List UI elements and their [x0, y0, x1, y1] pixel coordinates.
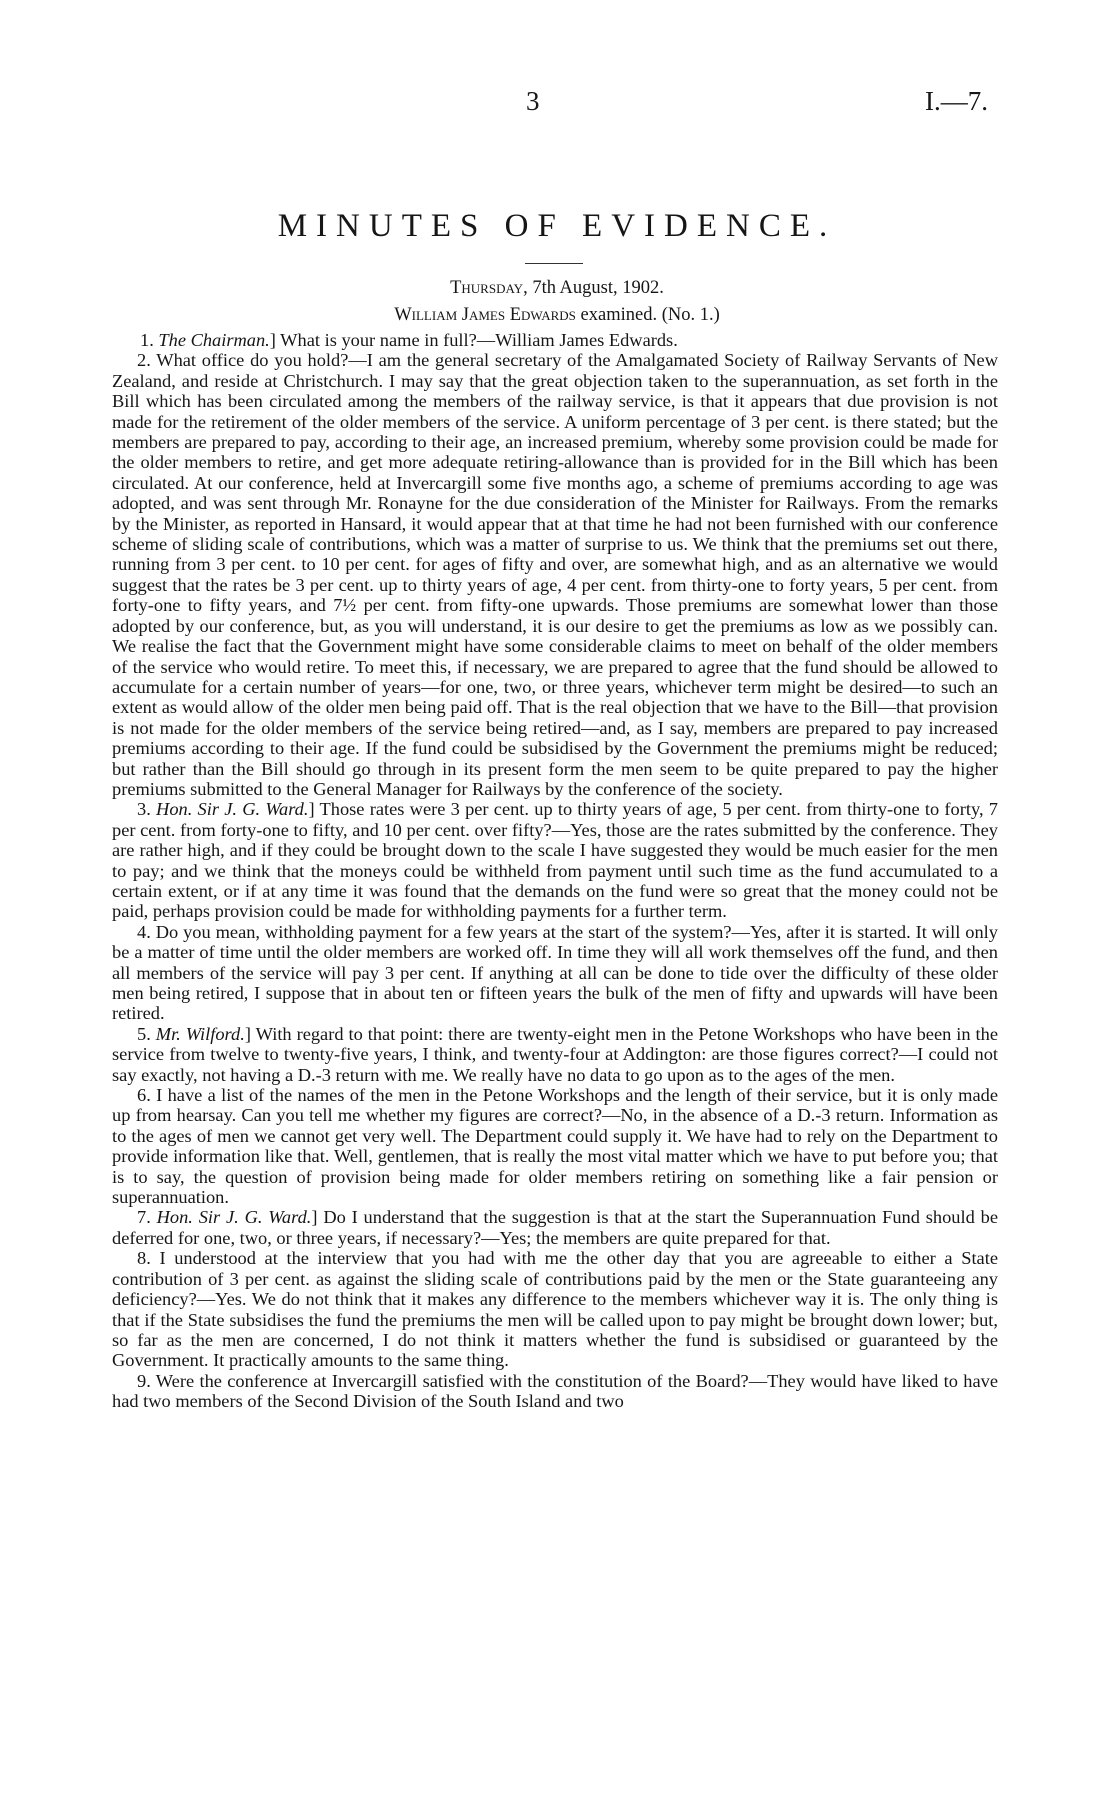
session-day: Thursday [450, 278, 524, 298]
question-number: 7. [137, 1207, 151, 1228]
question-number: 8. [137, 1248, 151, 1269]
session-date-text: , 7th August, 1902. [523, 278, 664, 298]
question-text: I understood at the interview that you had with me the other day that you are agreeable to either a State contribution of 3 per cent. as against the sliding scale of contributions paid by the men or the State guaranteeing any deficiency?—Yes. We do not think that it makes any difference to the members whichever way it is. The only thing is that if the State subsidises the fund the premiums the men will be called upon to pay might be brought down lower; but, so far as the men are concerned, I do not think it matters whether the fund is subsidised or guaranteed by the Government. It practically amounts to the same thing. [112, 1248, 998, 1371]
witness-heading [0, 305, 1114, 326]
question-paragraph [112, 1248, 998, 1370]
question-paragraph [112, 1207, 998, 1248]
speaker-name: Hon. Sir J. G. Ward. [156, 799, 309, 820]
question-number: 1. [140, 330, 154, 350]
question-number: 4. [137, 921, 151, 942]
question-paragraph [112, 350, 998, 799]
question-paragraph [112, 799, 998, 921]
speaker-name: The Chairman. [158, 330, 270, 350]
question-number: 5. [137, 1023, 151, 1044]
session-date [0, 278, 1114, 299]
question-paragraph [112, 1371, 998, 1412]
question-text: What office do you hold?—I am the general secretary of the Amalgamated Society of Railway Servants of New Zealand, and reside at Christchurch. I may say that the great objection taken to the superannuation, as set forth in the Bill which has been circulated among the members of the railway service, is that it appears that due provision is not made for the retirement of the older members of the service. A uniform percentage of 3 per cent. is there stated; but the members are prepared to pay, according to their age, an increased premium, whereby some provision could be made for the older members to retire, and get more adequate retiring-allowance than is provided for in the Bill which has been circulated. At our conference, held at Invercargill some five months ago, a scheme of premiums according to age was adopted, and was sent through Mr. Ronayne for the due consideration of the Minister for Railways. From the remarks by the Minister, as reported in Hansard, it would appear that at that time he had not been furnished with our conference scheme of sliding scale of contributions, which was a matter of surprise to us. We think that the premiums set out there, running from 3 per cent. to 10 per cent. for ages of fifty and over, are somewhat high, and as an alternative we would suggest that the rates be 3 per cent. up to thirty years of age, 4 per cent. from thirty-one to forty years, 5 per cent. from forty-one to fifty years, and 7½ per cent. from fifty-one upwards. Those premiums are somewhat lower than those adopted by our conference, but, as you will understand, it is our desire to get the premiums as low as we possibly can. We realise the fact that the Government might have some considerable claims to meet on behalf of the older members of the service who would retire. To meet this, if necessary, we are prepared to agree that the fund should be allowed to accumulate for a certain number of years—for one, two, or three years, whichever term might be desired—to such an extent as would allow of the older men being paid off. That is the real objection that we have to the Bill—that provision is not made for the older members of the service being retired—and, as I say, members are prepared to pay increased premiums according to their age. If the fund could be subsidised by the Government the premiums might be reduced; but rather than the Bill should go through in its present form the men seem to be quite prepared to pay the higher premiums submitted to the General Manager for Railways by the conference of the society. [112, 350, 998, 799]
question-number: 3. [137, 799, 151, 820]
witness-name: William James Edwards [394, 305, 576, 325]
evidence-body [112, 330, 998, 1412]
page-title: MINUTES OF EVIDENCE. [277, 208, 837, 244]
question-number: 2. [137, 350, 151, 371]
question-text: Do you mean, withholding payment for a few years at the start of the system?—Yes, after it is started. It will only be a matter of time until the older members are worked off. In time they will all work themselves off the fund, and then all members of the service will pay 3 per cent. If anything at all can be done to tide over the difficulty of these older men being retired, I suppose that in about ten or fifteen years the bulk of the men of fifty and upwards will have been retired. [112, 921, 998, 1024]
question-text: I have a list of the names of the men in the Petone Workshops and the length of their service, but it is only made up from hearsay. Can you tell me whether my figures are correct?—No, in the absence of a D.-3 return. Information as to the ages of men we cannot get very well. The Department could supply it. We have had to rely on the Department to provide information like that. Well, gentlemen, that is really the most vital matter which we have to put before you; that is to say, the question of provision being made for older members retiring on something like a fair pension or superannuation. [112, 1085, 998, 1208]
question-text: ] What is your name in full?—William James Edwards. [269, 330, 678, 350]
question-paragraph [112, 1024, 998, 1085]
speaker-name: Hon. Sir J. G. Ward. [156, 1207, 312, 1228]
question-number: 6. [137, 1085, 151, 1106]
question-text: ] Those rates were 3 per cent. up to thirty years of age, 5 per cent. from thirty-one to forty, 7 per cent. from forty-one to fifty, and 10 per cent. over fifty?—Yes, those are the rates submitted by the conference. They are rather high, and if they could be brought down to the scale I have suggested they would be much easier for the men to pay; and we think that the moneys could be withheld from payment until such time as the fund accumulated to a certain extent, or if at any time it was found that the demands on the fund were so great that the money could not be paid, perhaps provision could be made for withholding payments for a further term. [112, 799, 998, 922]
question-text: ] With regard to that point: there are twenty-eight men in the Petone Workshops who have been in the service from twelve to twenty-five years, I think, and twenty-four at Addington: are those figures correct?—I could not say exactly, not having a D.-3 return with me. We really have no data to go upon as to the ages of the men. [112, 1023, 998, 1085]
title-divider [525, 263, 583, 264]
question-text: ] Do I understand that the suggestion is that at the start the Superannuation Fund should be deferred for one, two, or three years, if necessary?—Yes; the members are quite prepared for that. [112, 1207, 998, 1248]
speaker-name: Mr. Wilford. [155, 1023, 245, 1044]
page-number: 3 [526, 86, 540, 116]
question-number: 9. [137, 1370, 151, 1391]
question-paragraph [112, 330, 998, 350]
question-paragraph [112, 1085, 998, 1207]
witness-examined: examined. (No. 1.) [575, 305, 720, 325]
parliamentary-paper-code: I.—7. [925, 86, 988, 116]
question-paragraph [112, 922, 998, 1024]
question-text: Were the conference at Invercargill satisfied with the constitution of the Board?—They would have liked to have had two members of the Second Division of the South Island and two [112, 1370, 999, 1412]
